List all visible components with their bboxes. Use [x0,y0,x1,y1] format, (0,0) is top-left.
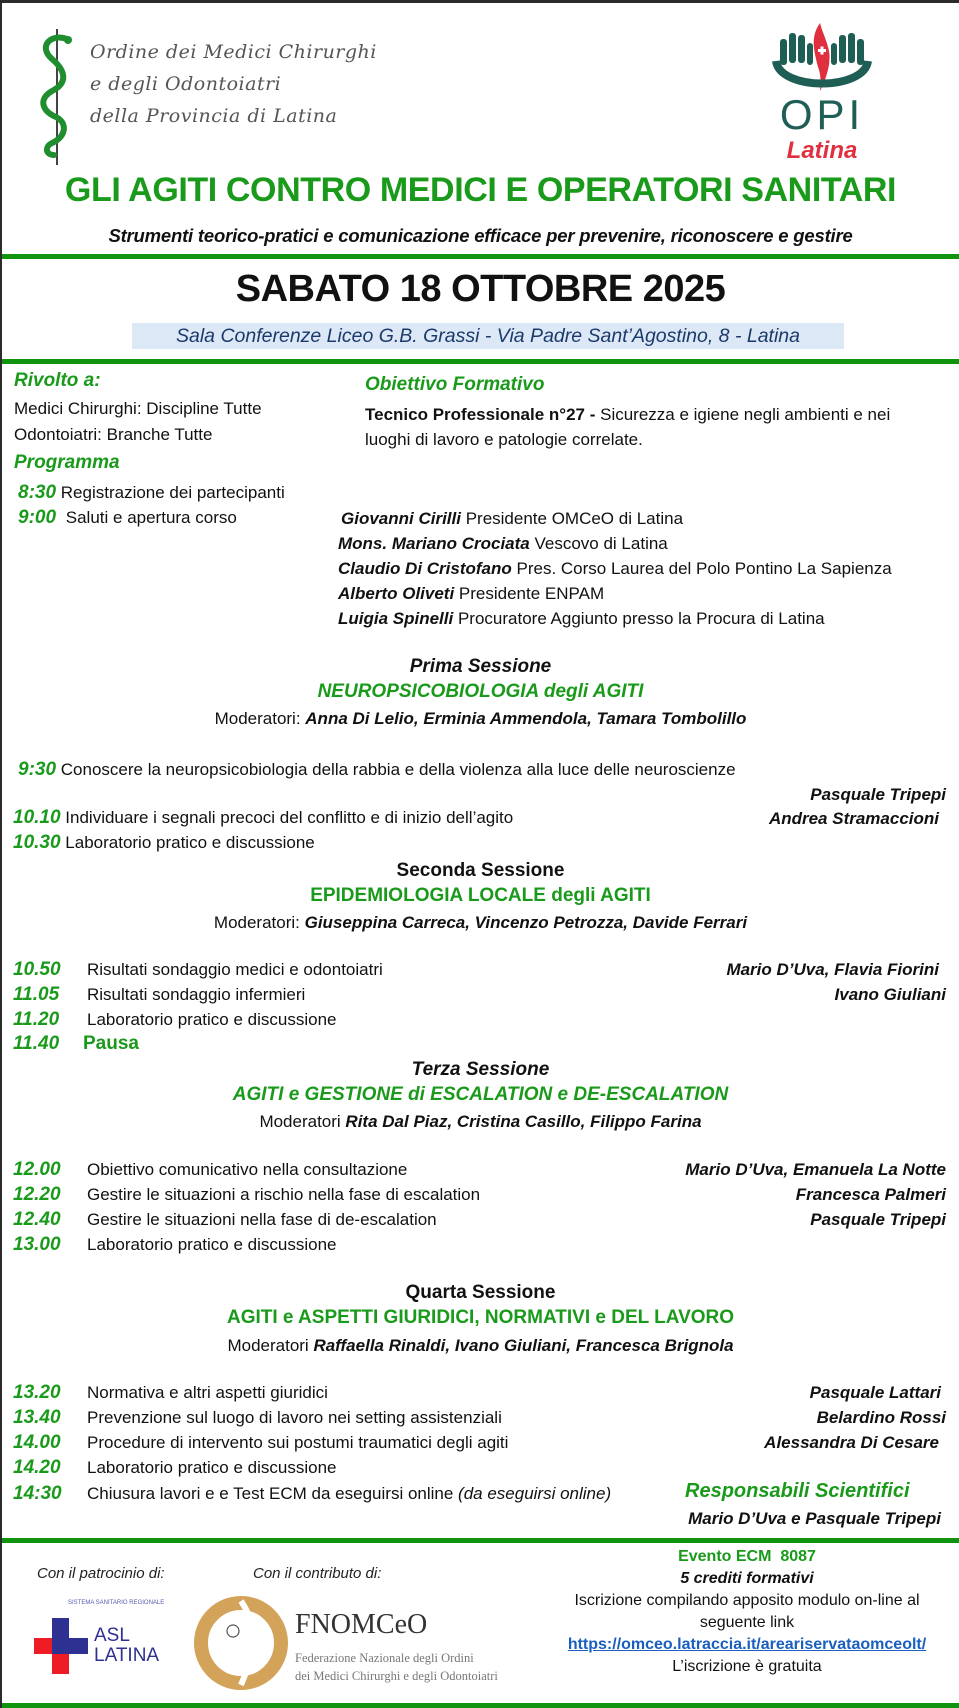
session-title: AGITI e GESTIONE di ESCALATION e DE-ESCALATION [232,1084,729,1105]
venue-text: Sala Conferenze Liceo G.B. Grassi - Via Padre Sant’Agostino, 8 - Latina [176,325,800,347]
program-text: Laboratorio pratico e discussione [87,1235,337,1254]
session-title: EPIDEMIOLOGIA LOCALE degli AGITI [310,885,651,906]
session-label: Seconda Sessione [396,860,565,881]
objective-text [365,405,890,425]
greeting-item [338,559,892,579]
opi-logo [762,17,882,172]
venue [132,323,844,349]
moderators-names: Anna Di Lelio, Erminia Ammendola, Tamara Tombolillo [305,709,747,728]
divider [2,1703,959,1708]
moderators-names: Raffaella Rinaldi, Ivano Giuliani, Francesca Brignola [313,1336,734,1355]
objective-code: Tecnico Professionale n°27 - [365,405,596,424]
program-speaker: Belardino Rossi [816,1408,946,1427]
program-text: Prevenzione sul luogo di lavoro nei setting assistenziali [87,1408,502,1427]
program-text: Laboratorio pratico e discussione [87,1010,337,1029]
program-item [13,807,513,829]
objective-heading: Obiettivo Formativo [365,374,545,395]
greeting-role: Vescovo di Latina [529,534,668,553]
program-time: 11.20 [13,1009,60,1030]
greeting-role: Procuratore Aggiunto presso la Procura di Latina [453,609,825,628]
program-time: 14.20 [13,1457,61,1478]
program-text: Registrazione dei partecipanti [60,483,285,502]
session-title: NEUROPSICOBIOLOGIA degli AGITI [317,681,644,702]
session-moderators [2,709,959,729]
event-title: GLI AGITI CONTRO MEDICI E OPERATORI SANITARI [64,171,897,209]
program-speaker: Pasquale Tripepi [810,785,946,804]
program-text: Gestire le situazioni nella fase di de-escalation [87,1210,437,1229]
registration-link[interactable]: https://omceo.latraccia.it/areariservataomceolt/ [567,1636,927,1653]
program-item [13,1209,437,1231]
program-speaker: Pasquale Lattari [809,1383,941,1402]
scientific-heading: Responsabili Scientifici [685,1480,910,1502]
program-time: 9:00 [18,507,57,528]
program-item [13,984,305,1006]
program-item [13,1009,336,1031]
divider [2,359,959,364]
program-item [13,1159,407,1181]
program-time: 10.30 [13,832,61,853]
program-item [13,959,383,981]
program-item [13,832,315,854]
program-heading: Programma [14,452,120,473]
program-text: Risultati sondaggio infermieri [87,985,306,1004]
target-line: Medici Chirurghi: Discipline Tutte [14,399,262,418]
program-text: Saluti e apertura corso [65,508,237,527]
fnomceo-logo [192,1593,562,1693]
program-time: 14.00 [13,1432,61,1453]
program-time: 12.00 [13,1159,61,1180]
fnomceo-emblem-icon [192,1593,290,1693]
program-time: 11.05 [13,984,60,1005]
registration-free: L’iscrizione è gratuita [672,1658,822,1675]
divider [2,1538,959,1543]
medical-cross-icon [34,1616,88,1676]
program-text: Individuare i segnali precoci del conflitto e di inizio dell’agito [65,808,514,827]
moderators-names: Rita Dal Piaz, Cristina Casillo, Filippo Farina [345,1112,702,1131]
greeting-name: Mons. Mariano Crociata [338,534,530,553]
fnomceo-line-2: dei Medici Chirurghi e degli Odontoiatri [295,1669,498,1683]
greeting-name: Giovanni Cirilli [341,509,461,528]
program-text: Laboratorio pratico e discussione [65,833,315,852]
program-speaker: Alessandra Di Cesare [764,1433,939,1452]
moderators-label: Moderatori [259,1112,346,1131]
program-speaker: Pasquale Tripepi [810,1210,946,1229]
program-item [13,1033,139,1055]
opi-logo-name: OPI [779,91,865,138]
program-item [13,1234,336,1256]
program-speaker: Andrea Stramaccioni [768,809,939,828]
program-time: 14:30 [13,1483,62,1504]
hands-flame-icon [762,17,882,97]
greeting-name: Alberto Oliveti [338,584,455,603]
greeting-role: Pres. Corso Laurea del Polo Pontino La Sapienza [511,559,892,578]
program-item [18,482,285,504]
asl-logo-line-1: ASL [94,1625,130,1646]
program-speaker: Mario D’Uva, Emanuela La Notte [685,1160,946,1179]
session-label: Terza Sessione [411,1059,550,1080]
asl-logo-top: SISTEMA SANITARIO REGIONALE [68,1600,165,1606]
program-time: 8:30 [18,482,57,503]
program-item [13,1184,480,1206]
session-moderators [2,1336,959,1356]
program-time: 11.40 [13,1033,60,1054]
registration-line-1: Iscrizione compilando apposito modulo on-line al [574,1592,920,1609]
registration-info [537,1546,957,1678]
caduceus-icon [32,25,82,165]
program-text: Gestire le situazioni a rischio nella fase di escalation [87,1185,481,1204]
program-item [18,759,736,781]
omceo-logo-line-2: e degli Odontoiatri [90,73,282,95]
scientific-names: Mario D’Uva e Pasquale Tripepi [688,1509,941,1528]
objective-line-2: luoghi di lavoro e patologie correlate. [365,430,643,449]
ecm-event: Evento ECM 8087 [678,1548,816,1565]
session-title: AGITI e ASPETTI GIURIDICI, NORMATIVI e DEL LAVORO [226,1307,735,1328]
registration-line-2: seguente link [699,1614,795,1631]
divider [2,254,959,259]
program-time: 10.10 [13,807,61,828]
session-label: Quarta Sessione [405,1282,556,1303]
omceo-logo-line-1: Ordine dei Medici Chirurghi [90,41,377,63]
program-item [13,1457,336,1479]
program-text: Obiettivo comunicativo nella consultazione [87,1160,408,1179]
event-subtitle: Strumenti teorico-pratici e comunicazione efficace per prevenire, riconoscere e gestire [108,225,853,246]
program-speaker: Francesca Palmeri [795,1185,946,1204]
target-line: Odontoiatri: Branche Tutte [14,425,213,444]
program-time: 13.20 [13,1382,61,1403]
greeting-role: Presidente OMCeO di Latina [460,509,684,528]
program-text: Chiusura lavori e e Test ECM da eseguirsi online [87,1484,459,1503]
program-item-closing [13,1483,611,1505]
greeting-item [341,509,683,529]
asl-latina-logo [34,1598,184,1678]
program-time: 12.20 [13,1184,61,1205]
contribution-label: Con il contributo di: [253,1565,382,1582]
moderators-label: Moderatori [227,1336,314,1355]
session-moderators [2,913,959,933]
greeting-item [338,584,604,604]
patronage-label: Con il patrocinio di: [37,1565,165,1582]
program-item [18,507,237,529]
session-label: Prima Sessione [409,656,552,677]
program-item [13,1407,502,1429]
program-text: Procedure di intervento sui postumi traumatici degli agiti [87,1433,509,1452]
program-time: 13.40 [13,1407,61,1428]
asl-logo-line-2: LATINA [94,1645,160,1666]
poster [2,3,959,1708]
moderators-label: Moderatori: [214,709,306,728]
program-time: 13.00 [13,1234,61,1255]
greeting-name: Luigia Spinelli [338,609,454,628]
program-time: 9:30 [18,759,57,780]
opi-logo-city: Latina [786,137,858,164]
greeting-role: Presidente ENPAM [454,584,605,603]
session-moderators [2,1112,959,1132]
program-item [13,1382,328,1404]
program-text: Laboratorio pratico e discussione [87,1458,337,1477]
fnomceo-line-1: Federazione Nazionale degli Ordini [295,1651,474,1665]
program-speaker: Ivano Giuliani [834,985,946,1004]
program-time: 12.40 [13,1209,61,1230]
program-speaker: Mario D’Uva, Flavia Fiorini [726,960,939,979]
omceo-logo [28,25,408,165]
moderators-names: Giuseppina Carreca, Vincenzo Petrozza, Davide Ferrari [304,913,748,932]
greeting-name: Claudio Di Cristofano [338,559,512,578]
program-time: 10.50 [13,959,61,980]
program-text: Normativa e altri aspetti giuridici [87,1383,328,1402]
objective-line-1: Sicurezza e igiene negli ambienti e nei [595,405,891,424]
program-text: Conoscere la neuropsicobiologia della rabbia e della violenza alla luce delle neuroscienze [60,760,736,779]
event-date: SABATO 18 OTTOBRE 2025 [235,268,726,310]
program-item [13,1432,508,1454]
ecm-credits: 5 crediti formativi [680,1570,814,1587]
program-text: Pausa [83,1033,139,1054]
program-note: (da eseguirsi online) [458,1484,612,1503]
moderators-label: Moderatori: [213,913,305,932]
greeting-item [338,534,668,554]
greeting-item [338,609,825,629]
omceo-logo-line-3: della Provincia di Latina [90,105,338,127]
program-text: Risultati sondaggio medici e odontoiatri [87,960,383,979]
fnomceo-name: FNOMCeO [295,1609,428,1640]
target-heading: Rivolto a: [14,370,101,391]
